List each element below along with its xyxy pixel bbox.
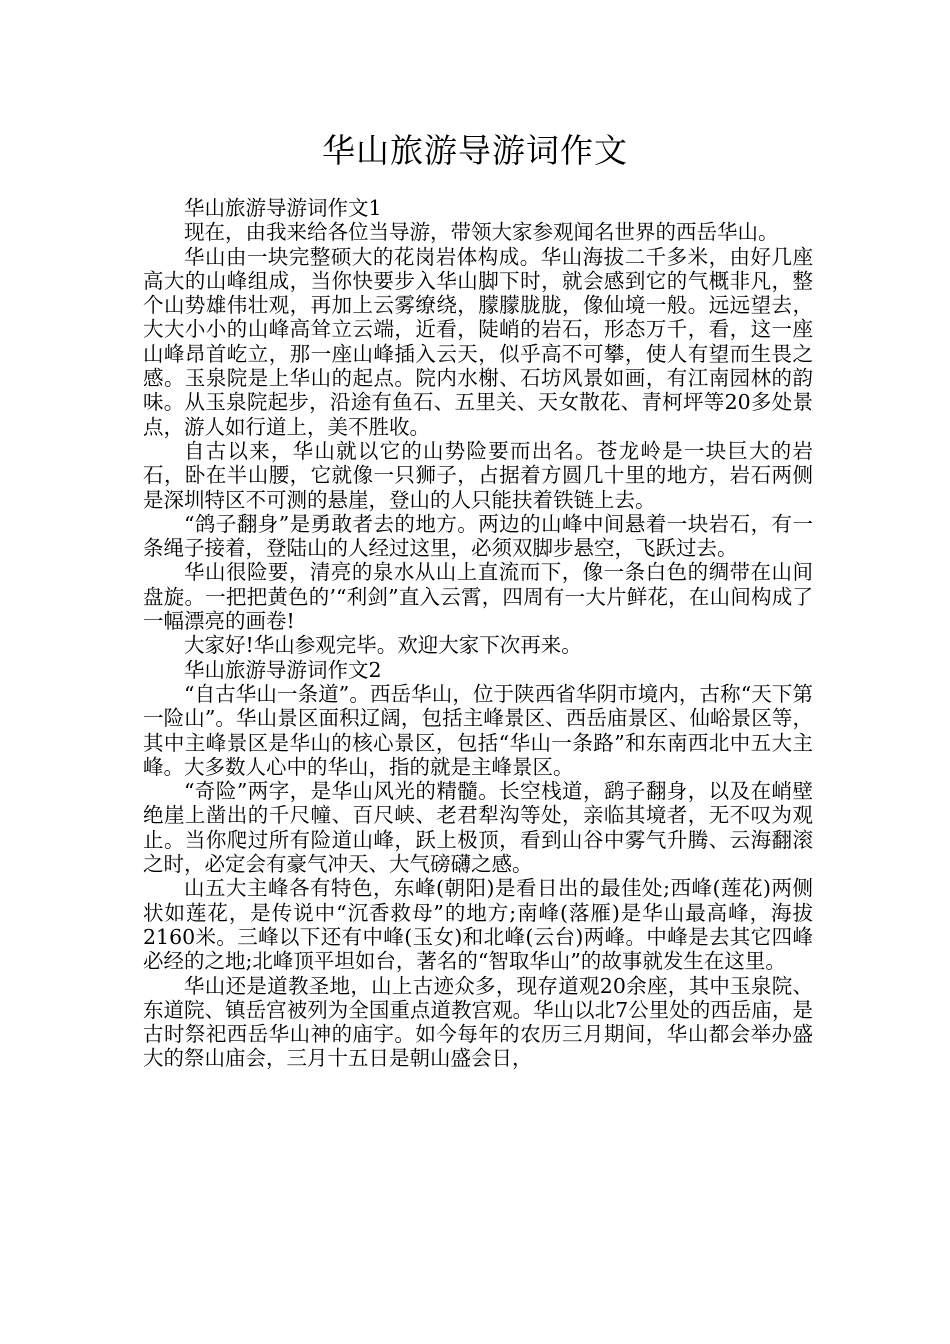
paragraph: 山五大主峰各有特色，东峰(朝阳)是看日出的最佳处;西峰(莲花)两侧状如莲花，是传说中“沉香救母”的地方;南峰(落雁)是华山最高峰，海拔2160米。三峰以下还有中峰(玉女)和北峰(云台)两峰。中峰是去其它四峰必经的之地;北峰顶平坦如台，著名的“智取华山”的故事就发生在这里。 — [143, 876, 813, 974]
paragraph: 大家好!华山参观完毕。欢迎大家下次再来。 — [184, 633, 582, 658]
paragraph: 现在，由我来给各位当导游，带领大家参观闻名世界的西岳华山。 — [184, 220, 779, 245]
paragraph: “鸽子翻身”是勇敢者去的地方。两边的山峰中间悬着一块岩石，有一条绳子接着，登陆山的人经过这里，必须双脚步悬空，飞跃过去。 — [143, 511, 813, 561]
paragraph: 自古以来，华山就以它的山势险要而出名。苍龙岭是一块巨大的岩石，卧在半山腰，它就像一只狮子，占据着方圆几十里的地方，岩石两侧是深圳特区不可测的悬崖，登山的人只能扶着铁链上去。 — [143, 438, 813, 512]
paragraph: 华山由一块完整硕大的花岗岩体构成。华山海拔二千多米，由好几座高大的山峰组成，当你快要步入华山脚下时，就会感到它的气概非凡，整个山势雄伟壮观，再加上云雾缭绕，朦朦胧胧，像仙境一般。远远望去，大大小小的山峰高耸立云端，近看，陡峭的岩石，形态万千，看，这一座山峰昂首屹立，那一座山峰插入云天，似乎高不可攀，使人有望而生畏之感。玉泉院是上华山的起点。院内水榭、石坊风景如画，有江南园林的韵味。从玉泉院起步，沿途有鱼石、五里关、天女散花、青柯坪等20多处景点，游人如行道上，美不胜收。 — [143, 244, 813, 439]
paragraph: 华山旅游导游词作文1 — [184, 196, 382, 220]
paragraph: 华山还是道教圣地，山上古迹众多，现存道观20余座，其中玉泉院、东道院、镇岳宫被列为全国重点道教宫观。华山以北7公里处的西岳庙，是古时祭祀西岳华山神的庙宇。如今每年的农历三月期间，华山都会举办盛大的祭山庙会，三月十五日是朝山盛会日， — [143, 973, 813, 1071]
paragraph: 华山旅游导游词作文2 — [184, 657, 382, 682]
paragraph: 华山很险要，清亮的泉水从山上直流而下，像一条白色的绸带在山间盘旋。一把把黄色的’“利剑”直入云霄，四周有一大片鲜花，在山间构成了一幅漂亮的画卷! — [143, 560, 813, 634]
paragraph: “奇险”两字，是华山风光的精髓。长空栈道，鹞子翻身，以及在峭壁绝崖上凿出的千尺幢、百尺峡、老君犁沟等处，亲临其境者，无不叹为观止。当你爬过所有险道山峰，跃上极顶，看到山谷中雾气升腾、云海翻滚之时，必定会有豪气冲天、大气磅礴之感。 — [143, 779, 813, 877]
paragraph: “自古华山一条道”。西岳华山，位于陕西省华阴市境内，古称“天下第一险山”。华山景区面积辽阔，包括主峰景区、西岳庙景区、仙峪景区等，其中主峰景区是华山的核心景区，包括“华山一条路”和东南西北中五大主峰。大多数人心中的华山，指的就是主峰景区。 — [143, 681, 813, 779]
page-title: 华山旅游导游词作文 — [322, 131, 628, 170]
document-body — [143, 196, 813, 1071]
